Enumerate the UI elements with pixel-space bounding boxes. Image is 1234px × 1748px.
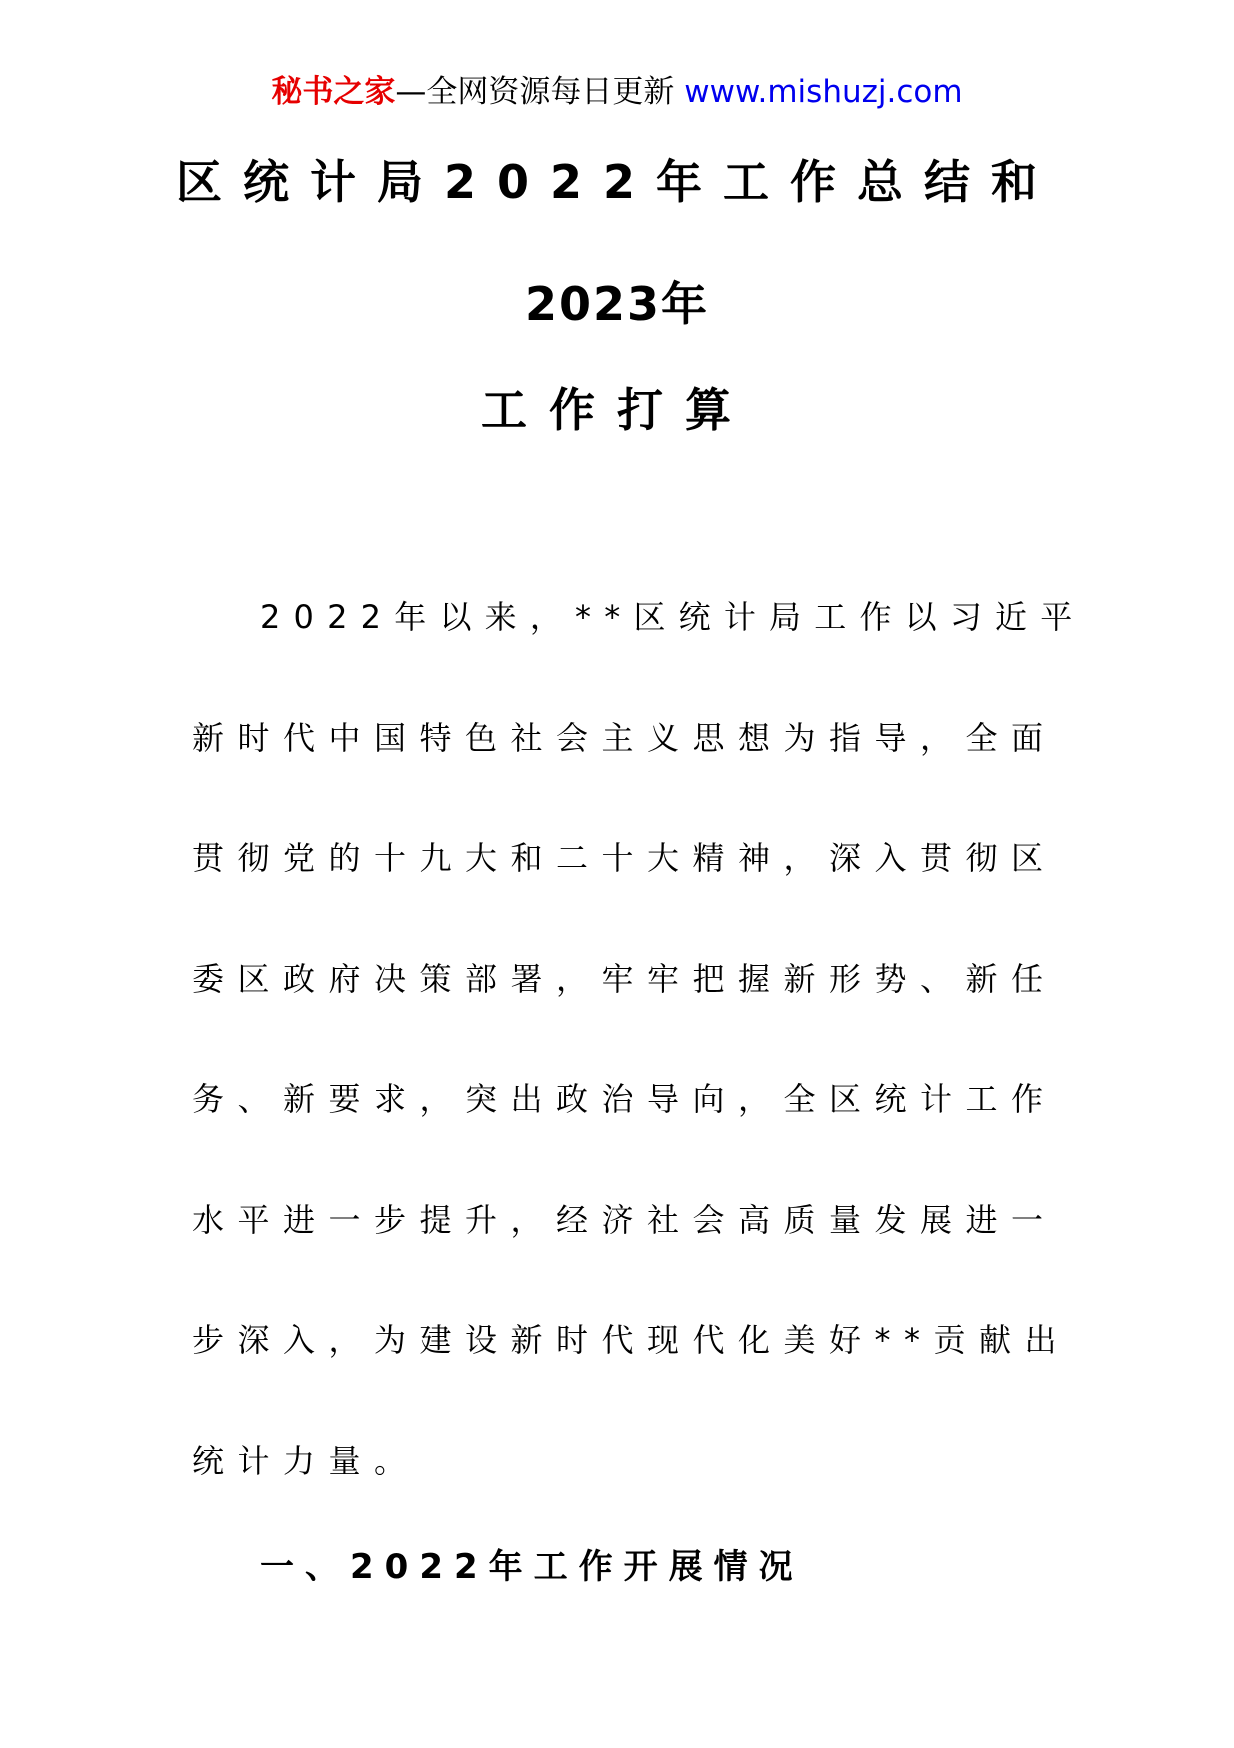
- body-line: 贯彻党的十九大和二十大精神，深入贯彻区: [192, 839, 1057, 877]
- header-tagline: —全网资源每日更新: [395, 74, 685, 110]
- body-line: 务、新要求，突出政治导向，全区统计工作: [192, 1080, 1057, 1118]
- site-url-link[interactable]: www.mishuzj.com: [684, 74, 963, 110]
- body-line: 水平进一步提升，经济社会高质量发展进一: [192, 1201, 1057, 1239]
- body-line: 步深入，为建设新时代现代化美好**贡献出: [192, 1321, 1071, 1359]
- section-heading: 一、2022年工作开展情况: [260, 1547, 804, 1587]
- body-line: 委区政府决策部署，牢牢把握新形势、新任: [192, 960, 1057, 998]
- body-line: 统计力量。: [192, 1442, 420, 1480]
- document-title-line-2: 2023年: [524, 277, 710, 331]
- document-title-line-3: 工作打算: [481, 383, 753, 437]
- site-header: [0, 72, 1234, 112]
- document-title-line-1: 区统计局2022年工作总结和: [175, 155, 1059, 209]
- brand-name: 秘书之家: [271, 74, 396, 110]
- body-line: 新时代中国特色社会主义思想为指导，全面: [192, 719, 1057, 757]
- body-line: 2022年以来，**区统计局工作以习近平: [260, 598, 1086, 636]
